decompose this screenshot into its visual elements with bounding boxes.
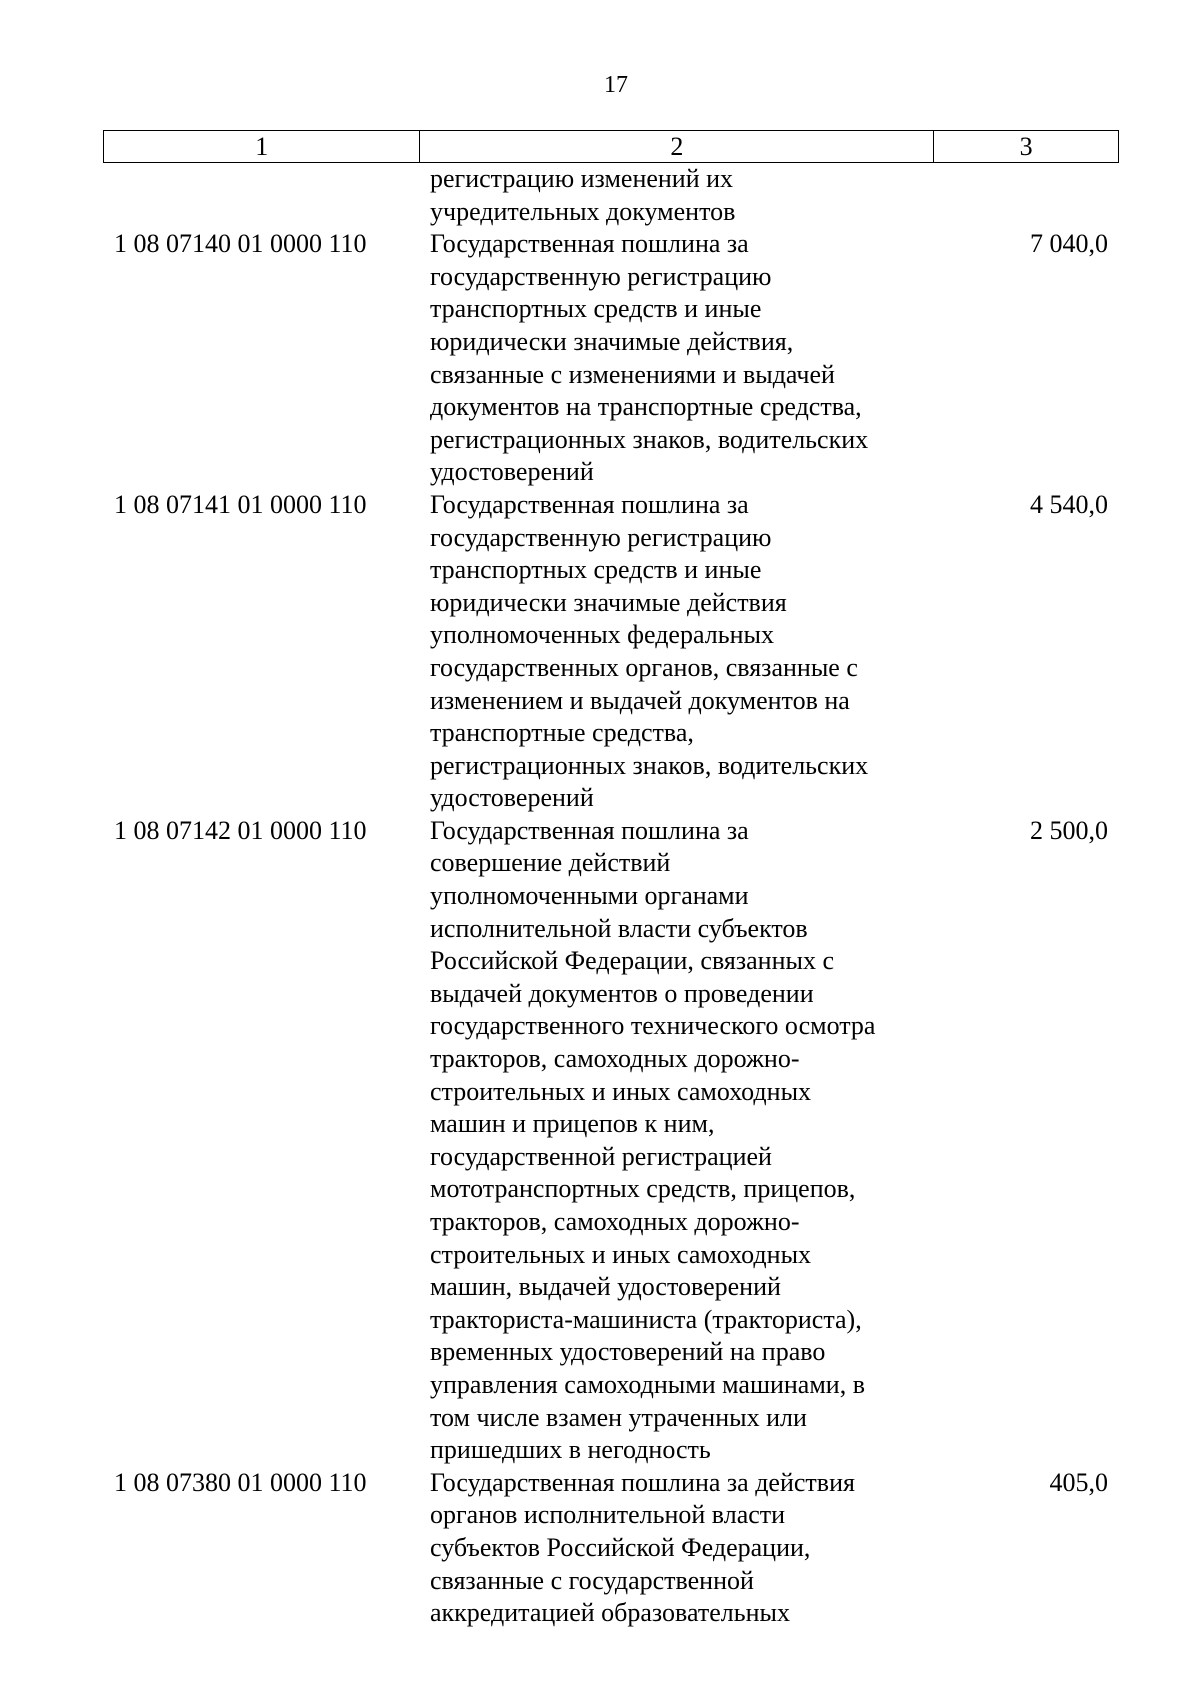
row-description: Государственная пошлина за государственную регистрацию транспортных средств и иные юридически значимые действия, связанные с изменениями и выдачей документов на транспортные средства, регистрационных знаков, водительских удостоверений	[430, 229, 869, 487]
table-column-header	[103, 130, 1119, 163]
row-description: Государственная пошлина за совершение действий уполномоченными органами исполнительной власти субъектов Российской Федерации, связанных с выдачей документов о проведении государственного технического осмотра тракторов, самоходных дорожно- строительных и иных самоходных машин и прицепов к ним, государственной регистрацией мототранспортных средств, прицепов, тракторов, самоходных дорожно- строительных и иных самоходных машин, выдачей удостоверений тракториста-машиниста (тракториста), временных удостоверений на право управления самоходными машинами, в том числе взамен утраченных или пришедших в негодность	[430, 815, 876, 1465]
row-value: 2 500,0	[1030, 815, 1108, 845]
row-value: 405,0	[1049, 1467, 1108, 1497]
table-body	[103, 163, 1119, 1630]
row-code: 1 08 07142 01 0000 110	[114, 815, 367, 845]
page-number: 17	[604, 72, 628, 98]
row-code: 1 08 07380 01 0000 110	[114, 1467, 367, 1497]
column-header-1: 1	[255, 131, 269, 161]
row-value: 4 540,0	[1030, 489, 1108, 519]
row-code: 1 08 07141 01 0000 110	[114, 489, 367, 519]
row-description: Государственная пошлина за государственную регистрацию транспортных средств и иные юридически значимые действия уполномоченных федеральных государственных органов, связанные с изменением и выдачей документов на транспортные средства, регистрационных знаков, водительских удостоверений	[430, 489, 869, 813]
row-value	[934, 163, 1119, 228]
row-description: Государственная пошлина за действия органов исполнительной власти субъектов Российской Федерации, связанные с государственной аккредитацией образовательных	[430, 1467, 855, 1628]
table-row	[103, 228, 1119, 489]
row-code: 1 08 07140 01 0000 110	[114, 229, 367, 259]
table-row	[103, 815, 1119, 1467]
row-description: регистрацию изменений их учредительных документов	[430, 164, 736, 226]
column-header-3: 3	[933, 131, 1118, 162]
row-value: 7 040,0	[1030, 229, 1108, 259]
column-header-2: 2	[419, 131, 933, 162]
table-row	[103, 489, 1119, 815]
table-row	[103, 163, 1119, 228]
table-row	[103, 1467, 1119, 1630]
